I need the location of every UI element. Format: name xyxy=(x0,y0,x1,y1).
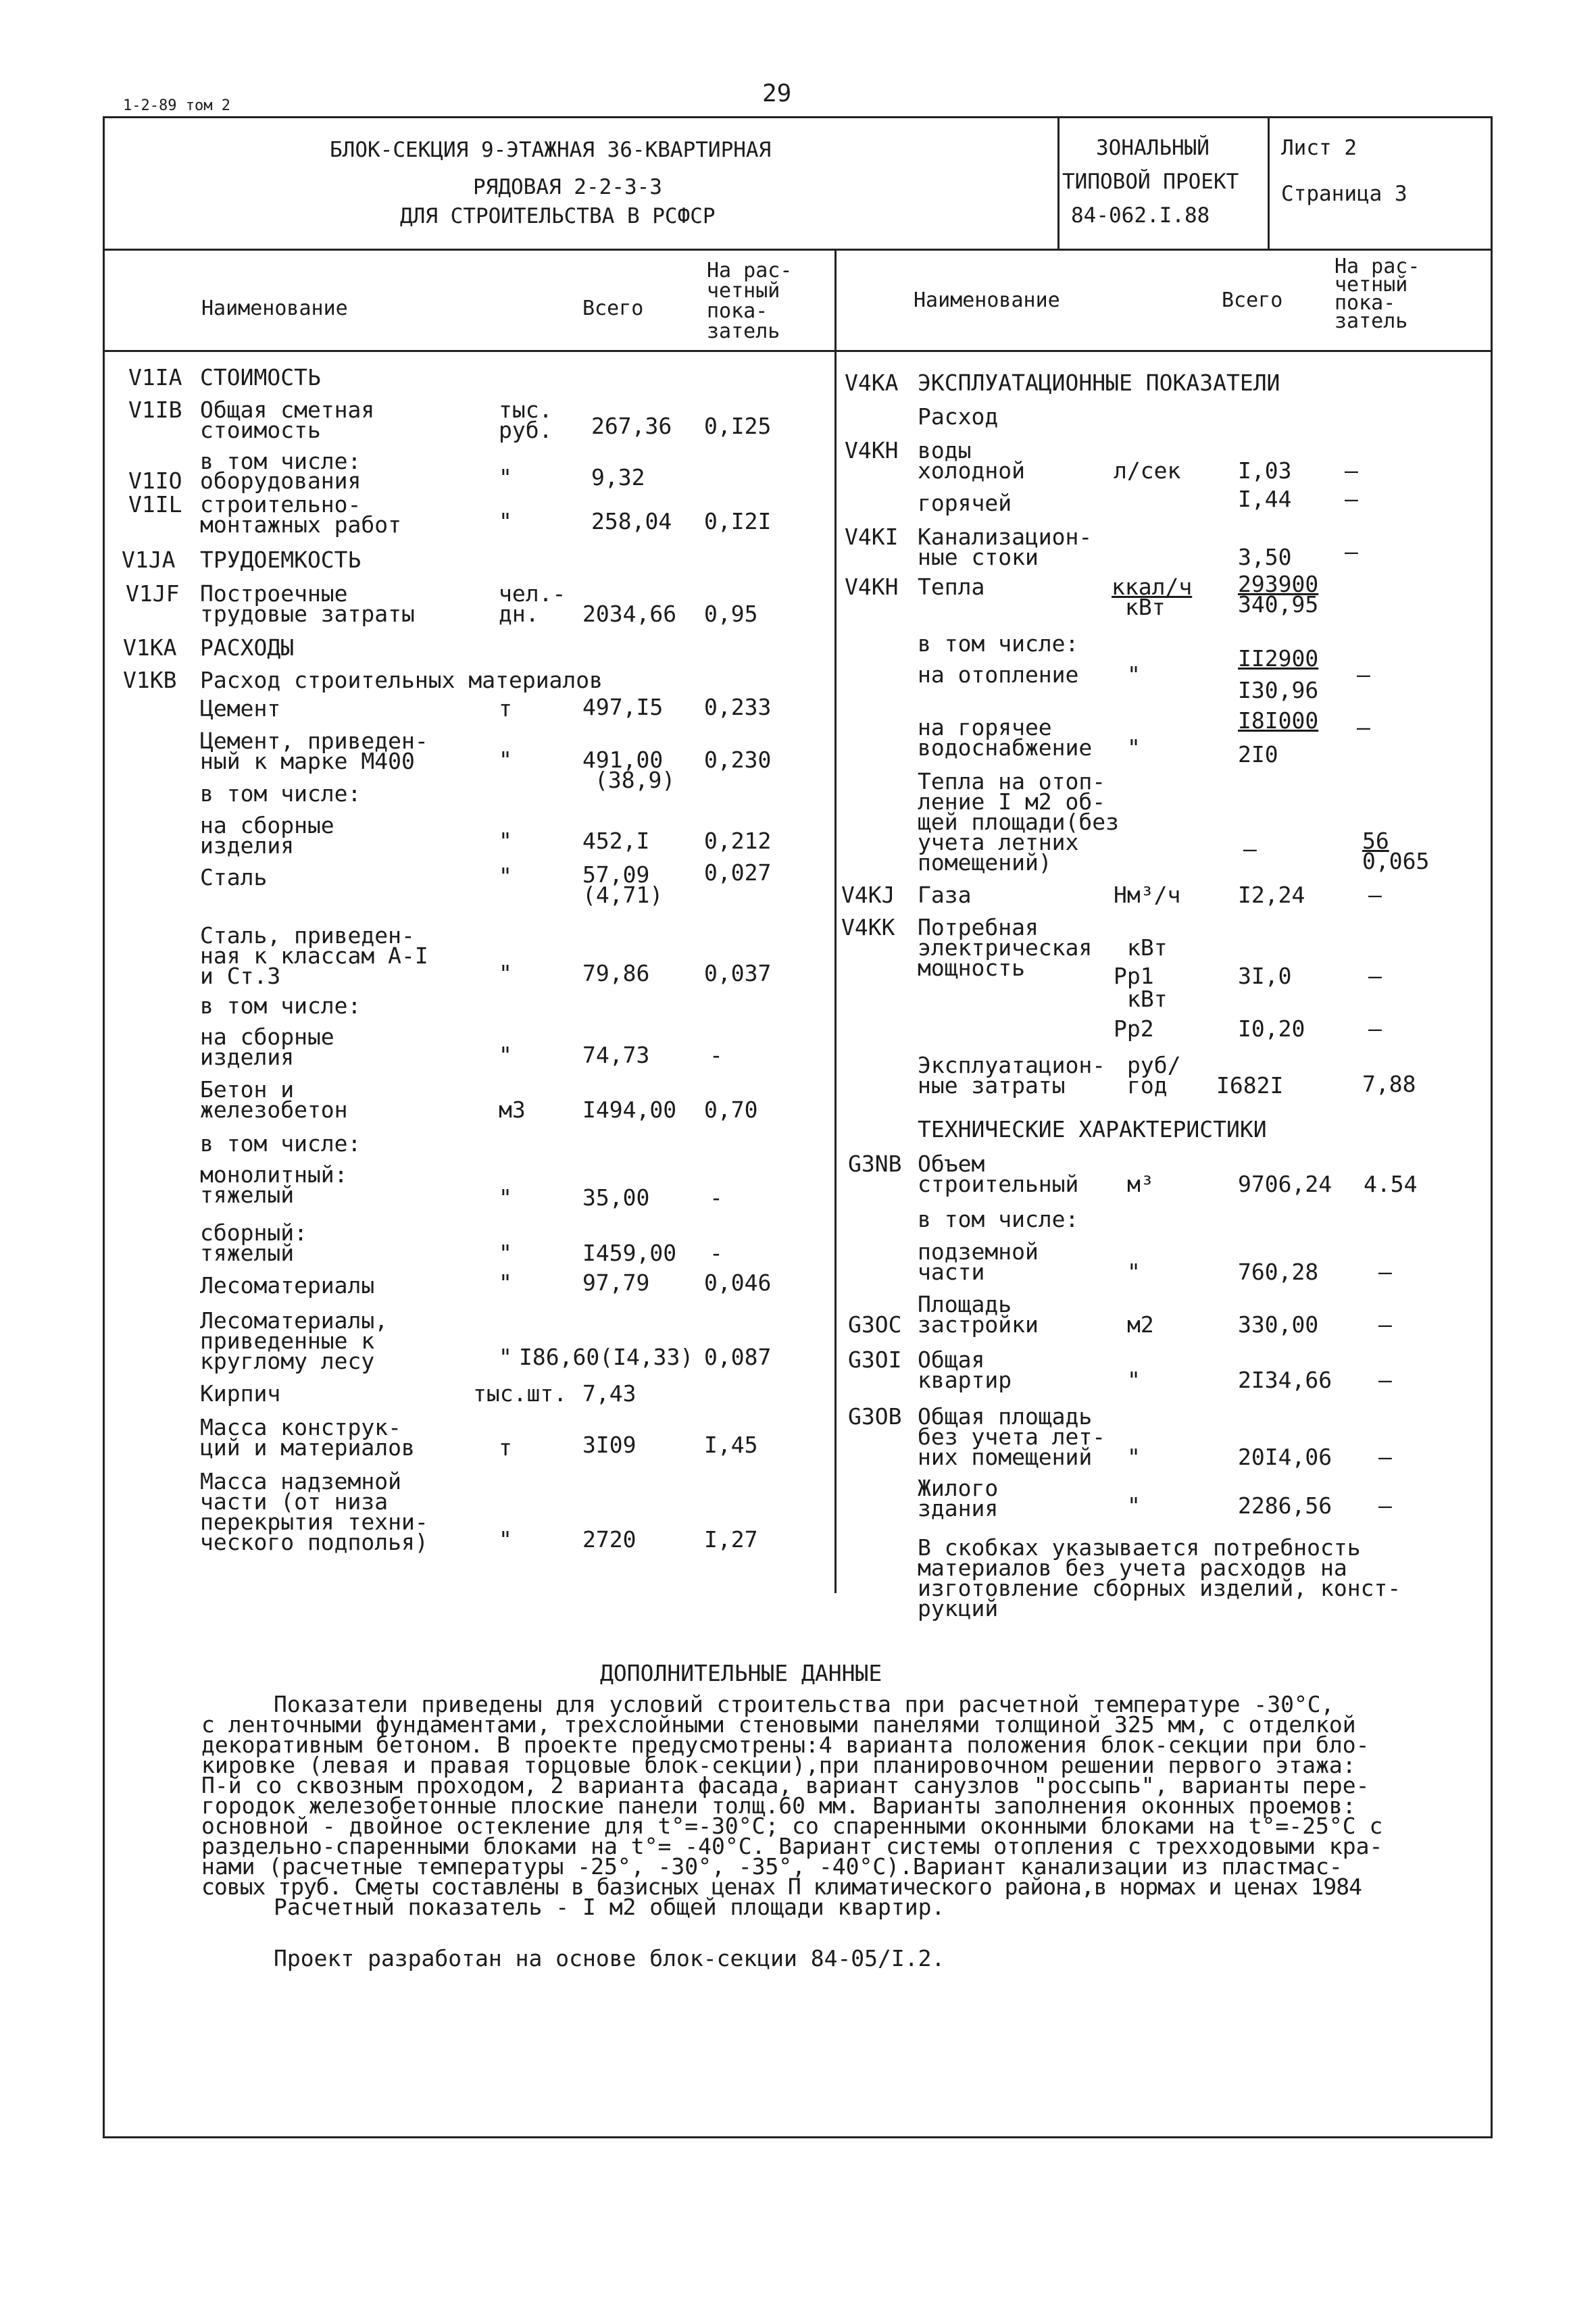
row-label: Цемент xyxy=(200,695,281,722)
unit: " xyxy=(499,508,512,534)
unit: " xyxy=(499,1042,512,1068)
row-label: холодной xyxy=(918,457,1025,484)
value-total: 340,95 xyxy=(1238,591,1319,618)
row-label: Тепла xyxy=(918,574,985,600)
value-indicator: - xyxy=(709,1042,723,1068)
row-label: строительно- xyxy=(200,491,361,518)
value-total: 3,50 xyxy=(1238,544,1292,570)
value-total-bracket: (4,71) xyxy=(582,882,664,908)
code: V4KA xyxy=(845,370,899,396)
value-indicator: - xyxy=(709,1184,723,1211)
row-label: тяжелый xyxy=(200,1240,295,1266)
unit: руб/ xyxy=(1127,1052,1181,1078)
row-label: оборудования xyxy=(200,468,361,494)
row-label: СТОИМОСТЬ xyxy=(200,364,321,391)
row-label: Масса конструк- xyxy=(200,1414,402,1440)
value-indicator: — xyxy=(1357,661,1370,688)
row-label: Лесоматериалы xyxy=(200,1272,375,1299)
value-total: 258,04 xyxy=(591,508,672,534)
stamp-page: Страница 3 xyxy=(1281,182,1407,206)
value-indicator: 0,I2I xyxy=(704,508,772,534)
section-heading: ТЕХНИЧЕСКИЕ ХАРАКТЕРИСТИКИ xyxy=(918,1116,1267,1142)
unit: т xyxy=(499,695,512,722)
value-total: 74,73 xyxy=(582,1042,650,1068)
unit: " xyxy=(499,1526,512,1553)
value-total: 293900 xyxy=(1238,571,1319,597)
frame-bottom xyxy=(103,2136,1493,2138)
frame-left xyxy=(103,116,105,2138)
value-total: I459,00 xyxy=(582,1240,677,1266)
value-total: I0,20 xyxy=(1238,1015,1305,1042)
row-label: части xyxy=(918,1259,985,1285)
unit: л/сек xyxy=(1114,457,1181,484)
code: G3OC xyxy=(848,1311,902,1338)
row-label: подземной xyxy=(918,1238,1039,1265)
value-total: 20I4,06 xyxy=(1238,1444,1332,1470)
value-total: 57,09 xyxy=(582,861,650,888)
value-indicator: — xyxy=(1345,457,1358,484)
stamp-title-line2: РЯДОВАЯ 2-2-3-3 xyxy=(473,175,662,199)
stamp-title-line1: БЛОК-СЕКЦИЯ 9-ЭТАЖНАЯ 36-КВАРТИРНАЯ xyxy=(330,138,772,162)
code: V4KK xyxy=(841,914,895,940)
value-indicator: — xyxy=(1368,882,1382,908)
row-label: Площадь xyxy=(918,1291,1012,1317)
value-indicator: 0,70 xyxy=(704,1097,758,1123)
row-label: тяжелый xyxy=(200,1182,295,1208)
value-total: 2034,66 xyxy=(582,601,677,627)
unit: " xyxy=(1127,734,1141,761)
col-name-left: Наименование xyxy=(201,297,348,320)
unit: м2 xyxy=(1127,1311,1154,1338)
value-total: 79,86 xyxy=(582,960,650,986)
paragraph-line: с ленточными фундаментами, трехслойными стеновыми панелями толщиной 325 мм, с отделкой xyxy=(201,1711,1356,1738)
value-total: 330,00 xyxy=(1238,1311,1319,1338)
paragraph-line: декоративным бетоном. В проекте предусмотрены:4 варианта положения блок-секции при бло- xyxy=(201,1732,1370,1758)
value-total: 9706,24 xyxy=(1238,1171,1332,1197)
row-label: мощность xyxy=(918,955,1025,981)
row-label: ТРУДОЕМКОСТЬ xyxy=(200,547,361,573)
value-total-bracket: (38,9) xyxy=(595,767,676,793)
code: G3OI xyxy=(848,1347,902,1373)
row-label: Сталь, приведен- xyxy=(200,922,415,949)
row-label: Тепла на отоп- xyxy=(918,768,1106,795)
row-label: на сборные xyxy=(200,1024,334,1050)
paragraph-line: совых труб. Сметы составлены в базисных ценах П климатического района,в нормах и ценах 1984 xyxy=(201,1873,1362,1900)
code: V1IO xyxy=(128,468,182,494)
col-total-right: Всего xyxy=(1222,288,1283,312)
row-label: помещений) xyxy=(918,849,1052,876)
unit: " xyxy=(1127,661,1141,688)
row-label: в том числе: xyxy=(200,1130,361,1157)
paragraph-line: нами (расчетные температуры -25°, -30°, -35°, -40°С).Вариант канализации из пластмас- xyxy=(201,1853,1343,1880)
value-total: I,03 xyxy=(1238,457,1292,484)
value-total: 2720 xyxy=(582,1526,637,1553)
value-indicator: 0,95 xyxy=(704,601,758,627)
value-total: 3I09 xyxy=(582,1432,637,1458)
stamp-title-line3: ДЛЯ СТРОИТЕЛЬСТВА В РСФСР xyxy=(400,204,716,228)
code: V1JF xyxy=(126,580,180,607)
value-total: 2286,56 xyxy=(1238,1492,1332,1519)
row-label: Общая xyxy=(918,1347,985,1373)
stamp-bottom xyxy=(103,249,1493,251)
row-label: них помещений xyxy=(918,1444,1093,1470)
row-label: в том числе: xyxy=(918,1206,1079,1232)
row-label: ций и материалов xyxy=(200,1434,415,1461)
unit: " xyxy=(1127,1492,1141,1519)
unit: " xyxy=(499,464,512,491)
note-line: материалов без учета расходов на xyxy=(918,1555,1347,1581)
value-indicator: - xyxy=(709,1240,723,1266)
value-indicator: 0,027 xyxy=(704,859,772,886)
paragraph-line: городок железобетонные плоские панели толщ.60 мм. Варианты заполнения оконных проемов: xyxy=(201,1792,1356,1819)
row-label: перекрытия техни- xyxy=(200,1509,428,1535)
unit: Рр2 xyxy=(1114,1015,1154,1042)
column-divider xyxy=(834,249,837,1593)
unit: кВт xyxy=(1127,986,1168,1012)
value-total: 7,43 xyxy=(582,1380,637,1407)
row-label: в том числе: xyxy=(918,630,1079,657)
value-indicator: — xyxy=(1378,1311,1392,1338)
row-label: здания xyxy=(918,1495,999,1521)
value-total: 267,36 xyxy=(591,413,672,439)
row-label: трудовые затраты xyxy=(200,601,415,627)
paragraph-line: кировке (левая и правая торцовые блок-секции),при планировочном решении первого этажа: xyxy=(201,1752,1356,1778)
unit: Рр1 xyxy=(1114,963,1154,989)
code: V4KH xyxy=(845,437,899,463)
value-indicator: — xyxy=(1345,538,1358,565)
value-indicator: — xyxy=(1357,714,1370,740)
value-indicator: — xyxy=(1345,486,1358,512)
row-label: без учета лет- xyxy=(918,1424,1106,1450)
value-total: 97,79 xyxy=(582,1269,650,1296)
row-label: квартир xyxy=(918,1367,1012,1393)
code: V4KJ xyxy=(841,882,895,908)
row-label: Построечные xyxy=(200,580,348,607)
value-total: II2900 xyxy=(1238,645,1319,672)
code: V4KI xyxy=(845,524,899,550)
row-label: ный к марке М400 xyxy=(200,748,415,774)
row-label: монолитный: xyxy=(200,1161,348,1188)
value-total: I,44 xyxy=(1238,486,1292,512)
row-label: на горячее xyxy=(918,714,1052,740)
code: V1KB xyxy=(123,667,177,693)
unit: " xyxy=(499,1344,512,1370)
row-label: Сталь xyxy=(200,864,268,890)
unit: т xyxy=(499,1434,512,1461)
note-line: В скобках указывается потребность xyxy=(918,1534,1361,1561)
col-ind-left-1: На рас- xyxy=(707,259,793,282)
value-indicator: 0,065 xyxy=(1362,848,1430,874)
stamp-divider-2 xyxy=(1268,116,1270,250)
row-label: Расход строительных материалов xyxy=(200,667,603,693)
unit: ккал/ч xyxy=(1112,574,1193,600)
row-label: изделия xyxy=(200,832,295,859)
row-label: Лесоматериалы, xyxy=(200,1307,389,1334)
row-label: застройки xyxy=(918,1311,1039,1338)
row-label: изделия xyxy=(200,1044,295,1070)
row-label: ческого подполья) xyxy=(200,1529,428,1555)
unit: дн. xyxy=(499,601,539,627)
row-label: ЭКСПЛУАТАЦИОННЫЕ ПОКАЗАТЕЛИ xyxy=(918,370,1280,396)
unit: " xyxy=(499,747,512,773)
row-label: Жилого xyxy=(918,1475,999,1501)
row-label: учета летних xyxy=(918,829,1079,855)
row-label: монтажных работ xyxy=(200,511,402,538)
row-label: Объем xyxy=(918,1151,985,1177)
paragraph-line: Расчетный показатель - I м2 общей площади квартир. xyxy=(274,1894,945,1920)
row-label: на отопление xyxy=(918,661,1079,688)
col-ind-right-4: затель xyxy=(1335,309,1408,333)
additional-data-title: ДОПОЛНИТЕЛЬНЫЕ ДАННЫЕ xyxy=(600,1660,882,1686)
value-total: 497,I5 xyxy=(582,694,664,720)
unit: " xyxy=(1127,1367,1141,1393)
paragraph-line: раздельно-спаренными блоками на t°= -40°С. Вариант системы отопления с трехходовыми кра- xyxy=(201,1833,1383,1859)
paragraph-line: основной - двойное остекление для t°=-30°С; со спаренными оконными блоками на t°=-25°С с xyxy=(201,1813,1383,1839)
unit: " xyxy=(1127,1444,1141,1470)
unit: " xyxy=(499,1269,512,1296)
unit: тыс.шт. xyxy=(473,1380,568,1407)
value-total: I2,24 xyxy=(1238,882,1305,908)
unit: руб. xyxy=(499,417,553,443)
unit: " xyxy=(499,863,512,889)
row-label: Общая сметная xyxy=(200,397,375,423)
unit: " xyxy=(499,960,512,986)
col-total-left: Всего xyxy=(582,297,644,320)
row-label: приведенные к xyxy=(200,1328,375,1354)
row-label: Масса надземной xyxy=(200,1468,402,1494)
value-total: I8I000 xyxy=(1238,707,1319,734)
col-ind-right-2: четный xyxy=(1335,273,1408,297)
row-label: части (от низа xyxy=(200,1488,389,1515)
stamp-project-line1: ЗОНАЛЬНЫЙ xyxy=(1096,136,1210,160)
row-label: в том числе: xyxy=(200,448,361,474)
row-label: электрическая xyxy=(918,934,1093,961)
code: V4KH xyxy=(845,574,899,600)
header-bottom xyxy=(103,350,1493,352)
row-label: Расход xyxy=(918,403,999,430)
row-label: Бетон и xyxy=(200,1076,295,1103)
row-label: ные затраты xyxy=(918,1072,1066,1099)
value-indicator: 0,037 xyxy=(704,960,772,986)
row-label: железобетон xyxy=(200,1097,348,1123)
unit: " xyxy=(499,1240,512,1266)
row-label: водоснабжение xyxy=(918,734,1093,761)
value-total: I682I xyxy=(1216,1072,1284,1099)
value-total: I494,00 xyxy=(582,1097,677,1123)
value-indicator: — xyxy=(1378,1367,1392,1393)
value-indicator: — xyxy=(1378,1444,1392,1470)
value-indicator: — xyxy=(1368,963,1382,989)
code: V1IB xyxy=(128,397,182,423)
value-total: I30,96 xyxy=(1238,677,1319,703)
unit: " xyxy=(499,828,512,854)
unit: " xyxy=(499,1184,512,1211)
value-indicator: 0,212 xyxy=(704,828,772,854)
value-indicator: 0,230 xyxy=(704,747,772,773)
paragraph-line: П-й со сквозным проходом, 2 варианта фасада, вариант санузлов "россыпь", варианты пере- xyxy=(201,1772,1370,1799)
value-indicator: — xyxy=(1368,1015,1382,1042)
unit: м³ xyxy=(1127,1171,1154,1197)
row-label: на сборные xyxy=(200,812,334,838)
col-ind-right-1: На рас- xyxy=(1335,255,1420,278)
value-total: 760,28 xyxy=(1238,1259,1319,1285)
row-label: Потребная xyxy=(918,914,1039,940)
unit: " xyxy=(1127,1259,1141,1285)
row-label: ная к классам А-I xyxy=(200,942,428,969)
stamp-divider-1 xyxy=(1057,116,1059,250)
row-label: горячей xyxy=(918,490,1012,516)
col-ind-left-4: затель xyxy=(707,320,780,343)
value-indicator: — xyxy=(1378,1259,1392,1285)
row-label: Цемент, приведен- xyxy=(200,728,428,754)
value-total: 2I34,66 xyxy=(1238,1367,1332,1393)
row-label: ные стоки xyxy=(918,544,1039,570)
row-label: в том числе: xyxy=(200,780,361,807)
row-label: ление I м2 об- xyxy=(918,788,1106,815)
row-label: сборный: xyxy=(200,1219,307,1246)
stamp-sheet: Лист 2 xyxy=(1281,136,1357,160)
col-ind-left-2: четный xyxy=(707,279,780,303)
row-label: РАСХОДЫ xyxy=(200,634,295,661)
note-line: изготовление сборных изделий, конст- xyxy=(918,1575,1401,1601)
value-indicator: I,45 xyxy=(704,1432,758,1458)
value-indicator: — xyxy=(1378,1492,1392,1519)
value-total: 35,00 xyxy=(582,1184,650,1211)
frame-right xyxy=(1491,116,1493,2138)
value-indicator: 4.54 xyxy=(1364,1171,1418,1197)
code: V1JA xyxy=(122,547,176,573)
value-indicator: I,27 xyxy=(704,1526,758,1553)
frame-top xyxy=(103,116,1493,118)
row-label: Газа xyxy=(918,882,972,908)
row-label: Кирпич xyxy=(200,1380,281,1407)
value-indicator: 7,88 xyxy=(1362,1071,1416,1097)
series-label: 1-2-89 том 2 xyxy=(123,97,230,114)
row-label: воды xyxy=(918,437,972,463)
value-total: 9,32 xyxy=(591,464,645,491)
code: G3OB xyxy=(848,1403,902,1430)
unit: чел.- xyxy=(499,580,566,607)
unit: тыс. xyxy=(499,397,553,423)
stamp-project-line2: ТИПОВОЙ ПРОЕКТ xyxy=(1062,170,1239,194)
note-line: рукций xyxy=(918,1595,999,1621)
code: G3NB xyxy=(848,1151,902,1177)
row-label: Общая площадь xyxy=(918,1403,1093,1430)
col-name-right: Наименование xyxy=(914,288,1060,312)
stamp-project-number: 84-062.I.88 xyxy=(1071,203,1210,228)
unit: м3 xyxy=(499,1097,526,1123)
value-indicator: 0,233 xyxy=(704,694,772,720)
row-label: в том числе: xyxy=(200,992,361,1019)
unit: кВт xyxy=(1125,594,1166,620)
value-indicator: 56 xyxy=(1362,828,1389,854)
row-label: щей площади(без xyxy=(918,809,1120,835)
row-label: строительный xyxy=(918,1171,1079,1197)
value-total: 2I0 xyxy=(1238,741,1278,768)
code: V1IA xyxy=(128,364,182,391)
value-total: I86,60(I4,33) xyxy=(519,1344,694,1370)
value-indicator: 0,I25 xyxy=(704,413,772,439)
value-total: 3I,0 xyxy=(1238,963,1292,989)
col-ind-right-3: пока- xyxy=(1335,291,1396,315)
unit: кВт xyxy=(1127,934,1168,961)
row-label: Канализацион- xyxy=(918,524,1093,550)
value-total: 452,I xyxy=(582,828,650,854)
page-number: 29 xyxy=(762,80,792,107)
code: V1KA xyxy=(123,634,177,661)
row-label: круглому лесу xyxy=(200,1348,375,1374)
unit: год xyxy=(1127,1072,1168,1099)
col-ind-left-3: пока- xyxy=(707,299,768,323)
value-indicator: 0,087 xyxy=(704,1344,772,1370)
unit: Нм³/ч xyxy=(1114,882,1181,908)
row-label: стоимость xyxy=(200,417,321,443)
value-total: — xyxy=(1243,836,1257,862)
paragraph-line: Проект разработан на основе блок-секции 84-05/I.2. xyxy=(274,1945,945,1971)
row-label: Эксплуатацион- xyxy=(918,1052,1106,1078)
paragraph-line: Показатели приведены для условий строительства при расчетной температуре -30°С, xyxy=(274,1691,1335,1717)
row-label: и Ст.3 xyxy=(200,963,281,989)
value-indicator: 0,046 xyxy=(704,1269,772,1296)
value-total: 491,00 xyxy=(582,747,664,773)
code: V1IL xyxy=(128,491,182,518)
